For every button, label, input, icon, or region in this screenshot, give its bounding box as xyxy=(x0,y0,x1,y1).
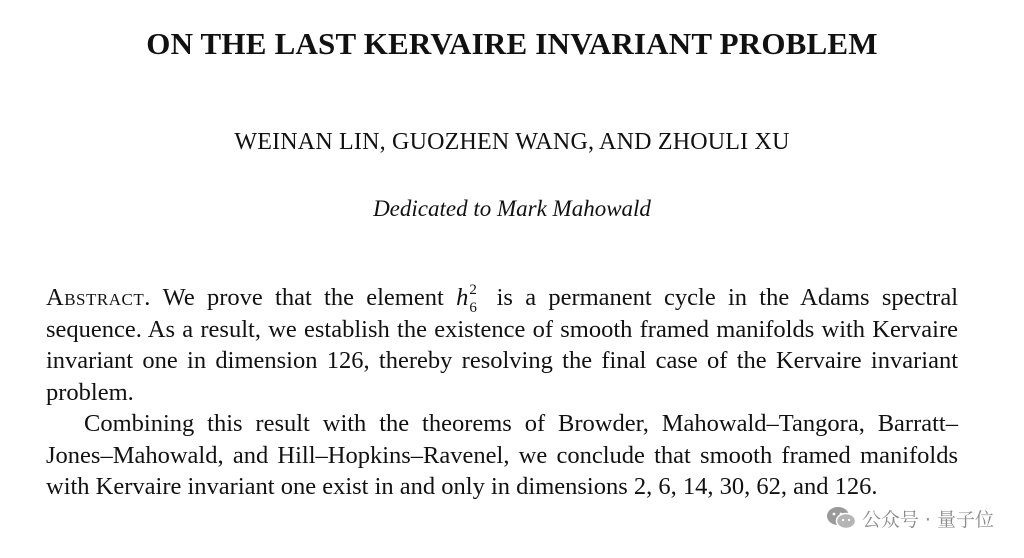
paper-dedication: Dedicated to Mark Mahowald xyxy=(373,196,651,221)
abstract-text-before-math: We prove that the element xyxy=(150,284,457,311)
abstract-label: Abstract. xyxy=(46,284,151,311)
abstract-block xyxy=(46,282,958,503)
math-h6-squared xyxy=(456,282,484,317)
math-base: h xyxy=(456,284,469,311)
abstract-text-after-math: is a permanent cycle in the Adams spectral sequence. As a result, we establish the existence of smooth framed manifolds with Kervaire invariant one in dimension 126, thereby resolving the final case of the Kervaire invariant problem. xyxy=(46,284,958,406)
math-scripts xyxy=(469,282,482,317)
math-superscript: 2 xyxy=(469,282,477,299)
abstract-paragraph-2: Combining this result with the theorems of Browder, Mahowald–Tangora, Barratt–Jones–Mahowald, and Hill–Hopkins–Ravenel, we conclude that smooth framed manifolds with Kervaire invariant one exist in and only in dimensions 2, 6, 14, 30, 62, and 126. xyxy=(46,410,958,500)
math-subscript: 6 xyxy=(469,300,477,317)
wechat-icon xyxy=(826,505,856,531)
watermark xyxy=(826,504,994,532)
watermark-text: 公众号 · 量子位 xyxy=(861,508,994,531)
abstract-paragraph-1 xyxy=(46,282,958,408)
paper-authors: WEINAN LIN, GUOZHEN WANG, AND ZHOULI XU xyxy=(234,129,790,155)
paper-title: ON THE LAST KERVAIRE INVARIANT PROBLEM xyxy=(146,26,878,61)
